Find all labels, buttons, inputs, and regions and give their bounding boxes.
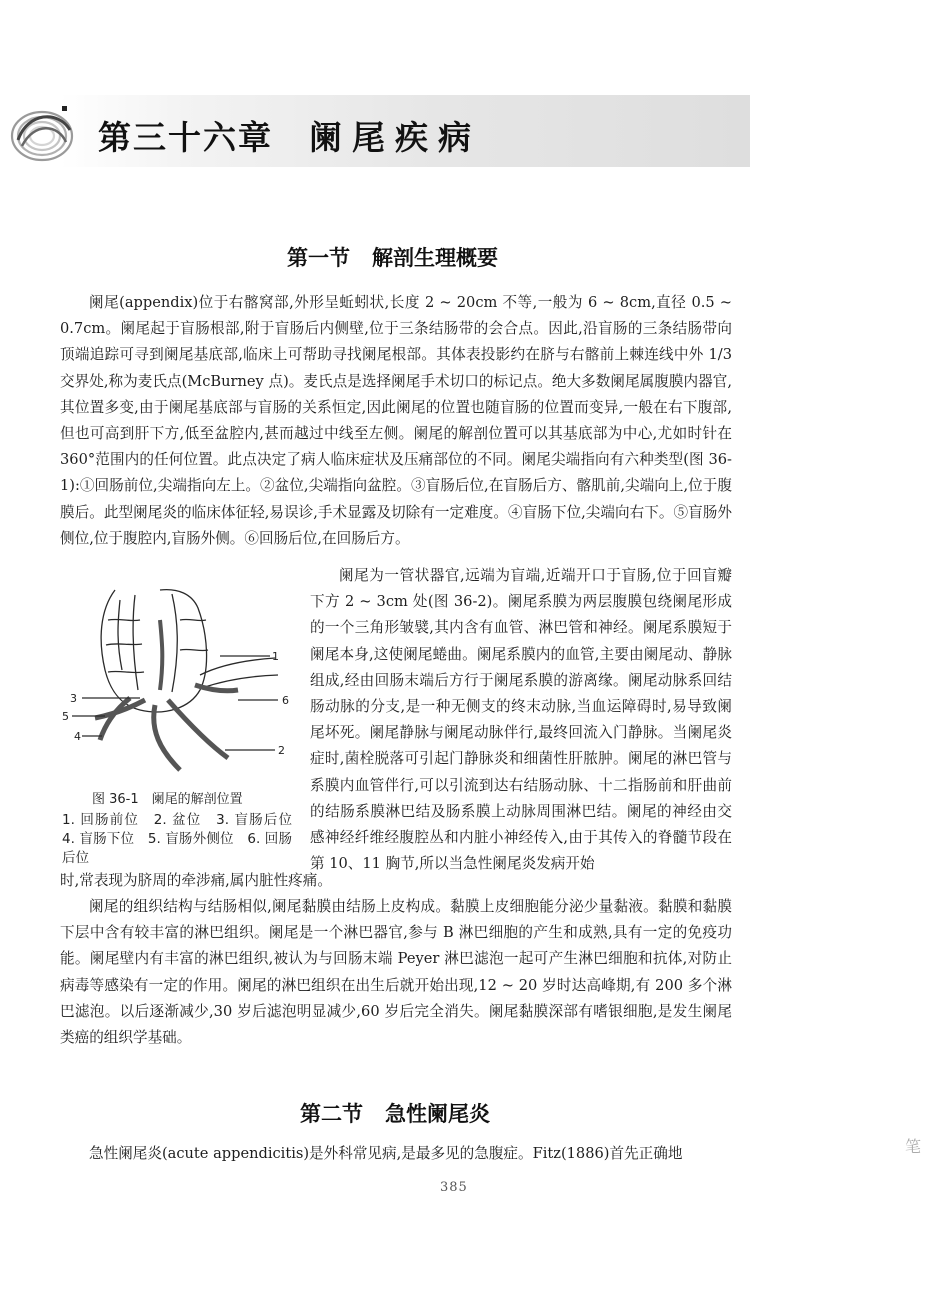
page-number: 385 [440,1180,468,1195]
figure-label-2: 2 [278,744,285,757]
paragraph-appendix-structure-continued: 时,常表现为脐周的牵涉痛,属内脏性疼痛。 [60,872,332,889]
section-name: 解剖生理概要 [372,246,498,270]
figure-label-5: 5 [62,710,69,723]
section-number: 第二节 [300,1102,363,1126]
chapter-name: 阑尾疾病 [309,118,481,157]
figure-caption-legend: 1. 回肠前位 2. 盆位 3. 盲肠后位 4. 盲肠下位 5. 盲肠外侧位 6. 回肠后位 [62,812,306,866]
paragraph-anatomy-position: 阑尾(appendix)位于右髂窝部,外形呈蚯蚓状,长度 2 ~ 20cm 不等,一般为 6 ~ 8cm,直径 0.5 ~ 0.7cm。阑尾起于盲肠根部,附于盲肠后内侧壁,位于三条结肠带的会合点。因此,沿盲肠的三条结肠带向顶端追踪可寻到阑尾基底部,临床上可帮助寻找阑尾根部。其体表投影约在脐与右髂前上棘连线中外 1/3 交界处,称为麦氏点(McBurney 点)。麦氏点是选择阑尾手术切口的标记点。绝大多数阑尾属腹膜内器官,其位置多变,由于阑尾基底部与盲肠的关系恒定,因此阑尾的位置也随盲肠的位置而变异,一般在右下腹部,但也可高到肝下方,低至盆腔内,甚而越过中线至左侧。阑尾的解剖位置可以其基底部为中心,尤如时针在 360°范围内的任何位置。此点决定了病人临床症状及压痛部位的不同。阑尾尖端指向有六种类型(图 36-1):①回肠前位,尖端指向左上。②盆位,尖端指向盆腔。③盲肠后位,在盲肠后方、髂肌前,尖端向上,位于腹膜后。此型阑尾炎的临床体征轻,易误诊,手术显露及切除有一定难度。④盲肠下位,尖端向右下。⑤盲肠外侧位,位于腹腔内,盲肠外侧。⑥回肠后位,在回肠后方。 [60,294,732,547]
appendix-position-figure [60,580,298,790]
paragraph-acute-appendicitis: 急性阑尾炎(acute appendicitis)是外科常见病,是最多见的急腹症。Fitz(1886)首先正确地 [89,1145,683,1162]
figure-label-3: 3 [70,692,77,705]
chapter-swirl-icon [8,102,78,166]
section-heading-1 [287,242,498,272]
chapter-number: 第三十六章 [98,118,273,157]
figure-label-4: 4 [74,730,81,743]
paragraph-appendix-structure: 阑尾为一管状器官,远端为盲端,近端开口于盲肠,位于回盲瓣下方 2 ~ 3cm 处(图 36-2)。阑尾系膜为两层腹膜包绕阑尾形成的一个三角形皱襞,其内含有血管、淋巴管和神经。阑尾系膜短于阑尾本身,这使阑尾蜷曲。阑尾系膜内的血管,主要由阑尾动、静脉组成,经由回肠末端后方行于阑尾系膜的游离缘。阑尾动脉系回结肠动脉的分支,是一种无侧支的终末动脉,当血运障碍时,易导致阑尾坏死。阑尾静脉与阑尾动脉伴行,最终回流入门静脉。当阑尾炎症时,菌栓脱落可引起门静脉炎和细菌性肝脓肿。阑尾的淋巴管与系膜内血管伴行,可以引流到达右结肠动脉、十二指肠前和肝曲前的结肠系膜淋巴结及肠系膜上动脉周围淋巴结。阑尾的神经由交感神经纤维经腹腔丛和内脏小神经传入,由于其传入的脊髓节段在第 10、11 胸节,所以当急性阑尾炎发病开始 [310,567,732,873]
margin-note: 笔 [905,1137,922,1156]
figure-caption [62,790,306,868]
figure-label-1: 1 [272,650,279,663]
section-name: 急性阑尾炎 [385,1102,490,1126]
chapter-title [98,112,481,159]
section-heading-2 [300,1098,490,1128]
section-number: 第一节 [287,246,350,270]
paragraph-tissue-structure: 阑尾的组织结构与结肠相似,阑尾黏膜由结肠上皮构成。黏膜上皮细胞能分泌少量黏液。黏膜和黏膜下层中含有较丰富的淋巴组织。阑尾是一个淋巴器官,参与 B 淋巴细胞的产生和成熟,具有一定的免疫功能。阑尾壁内有丰富的淋巴组织,被认为与回肠末端 Peyer 淋巴滤泡一起可产生淋巴细胞和抗体,对防止病毒等感染有一定的作用。阑尾的淋巴组织在出生后就开始出现,12 ~ 20 岁时达高峰期,有 200 多个淋巴滤泡。以后逐渐减少,30 岁后滤泡明显减少,60 岁后完全消失。阑尾黏膜深部有嗜银细胞,是发生阑尾类癌的组织学基础。 [60,898,732,1047]
figure-label-6: 6 [282,694,289,707]
figure-caption-title: 图 36-1 阑尾的解剖位置 [92,792,243,807]
